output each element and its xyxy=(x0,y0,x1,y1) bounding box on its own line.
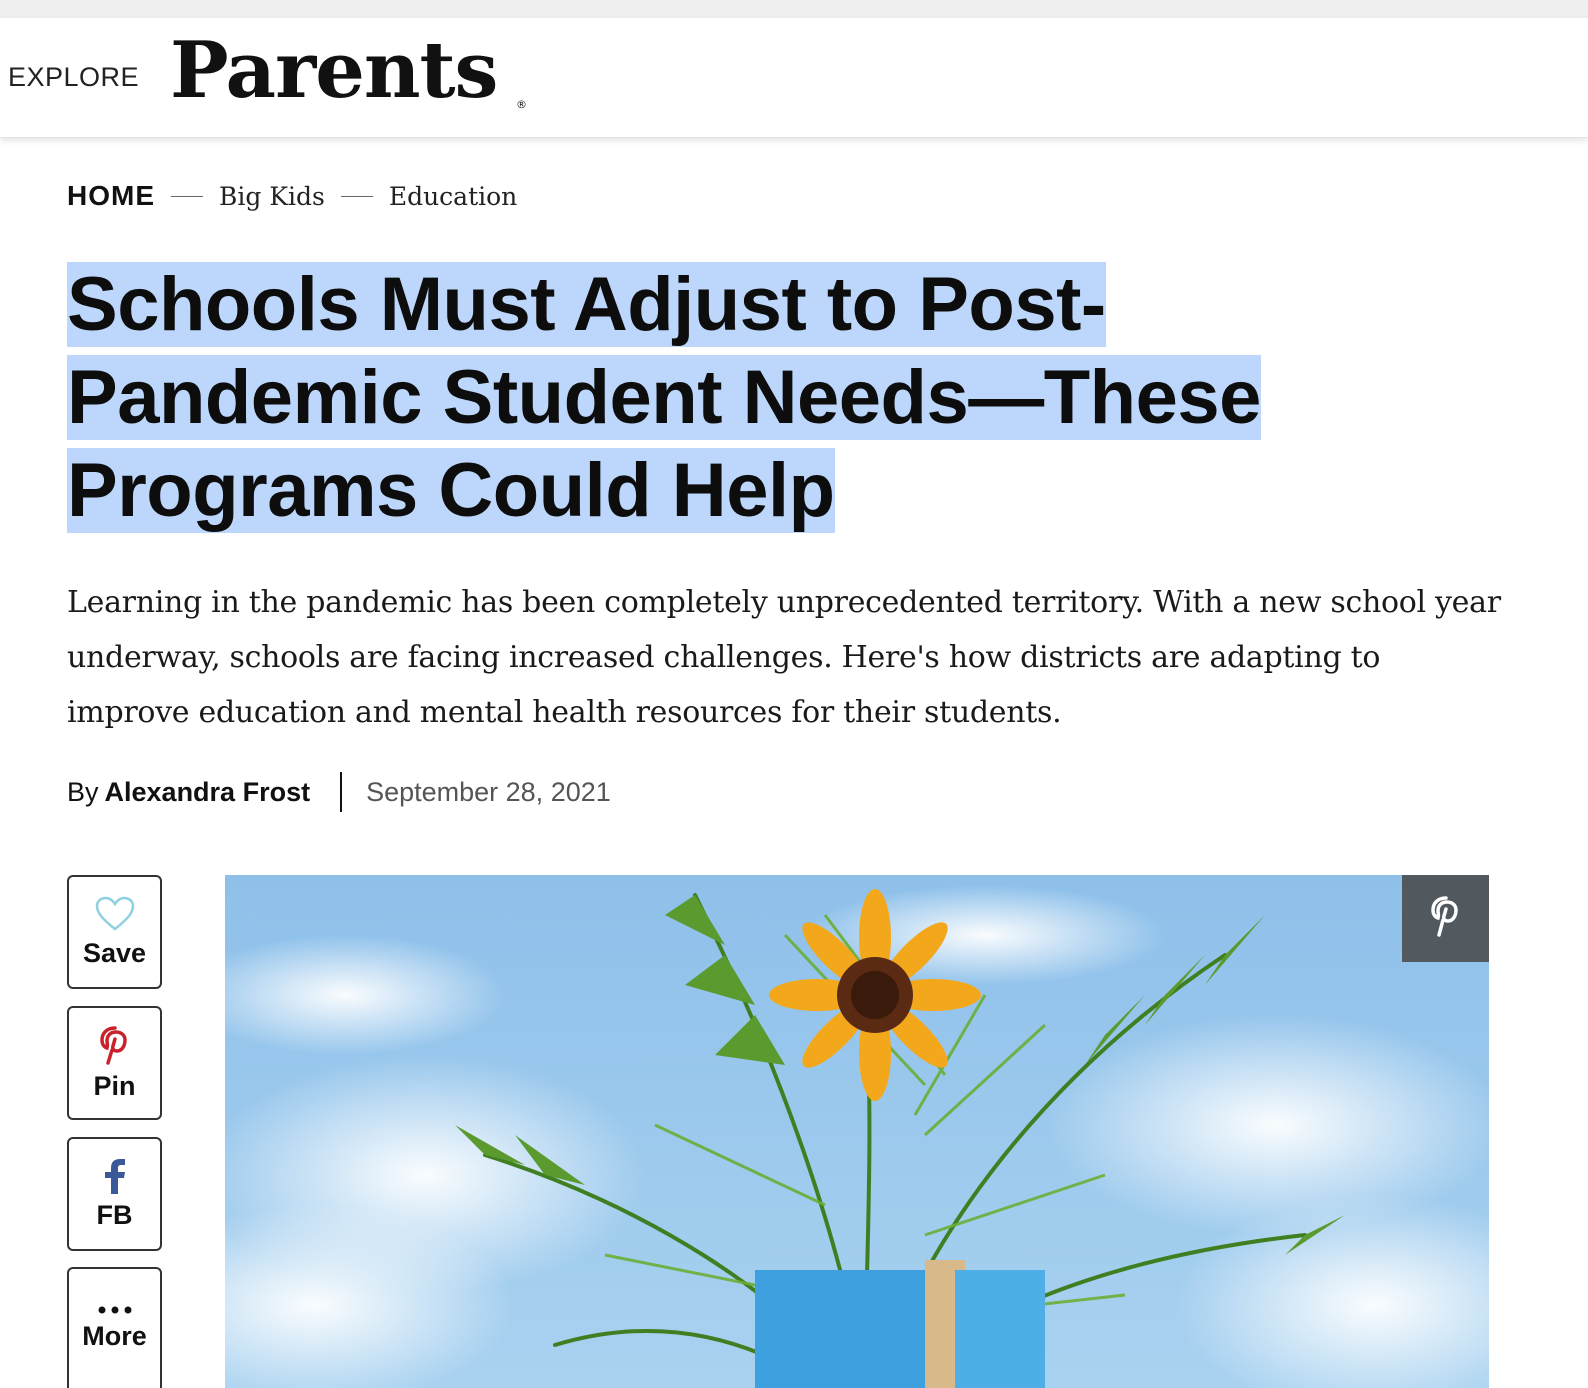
registered-mark: ® xyxy=(516,98,527,111)
parents-logo[interactable]: Parents xyxy=(170,25,498,116)
publish-date: September 28, 2021 xyxy=(366,776,611,807)
hero-image xyxy=(225,875,1489,1388)
title-line-3: Programs Could Help xyxy=(67,448,835,533)
pinterest-icon xyxy=(98,1025,132,1065)
fb-label: FB xyxy=(96,1199,133,1230)
byline-prefix: By xyxy=(67,776,99,807)
facebook-share-button[interactable] xyxy=(67,1137,162,1251)
breadcrumb xyxy=(67,178,517,214)
more-share-button[interactable] xyxy=(67,1267,162,1388)
save-label: Save xyxy=(82,937,147,968)
article-title-container xyxy=(67,258,1327,537)
save-button[interactable] xyxy=(67,875,162,989)
breadcrumb-home-link[interactable]: HOME xyxy=(67,180,155,211)
pin-label: Pin xyxy=(93,1070,136,1101)
article-dek: Learning in the pandemic has been completely unprecedented territory. With a new school year underway, schools are facing increased challenges. Here's how districts are adapting to improve education and mental health resources for their students. xyxy=(67,585,1501,730)
explore-menu-button[interactable]: EXPLORE xyxy=(8,62,140,92)
facebook-icon xyxy=(103,1158,127,1194)
more-dots-icon xyxy=(97,1305,133,1315)
author-link[interactable]: Alexandra Frost xyxy=(104,776,311,807)
site-header xyxy=(0,18,1588,138)
byline xyxy=(67,772,611,812)
pin-button[interactable] xyxy=(67,1006,162,1120)
image-pin-button[interactable] xyxy=(1402,875,1489,962)
browser-top-strip xyxy=(0,0,1588,18)
title-line-2: Pandemic Student Needs—These xyxy=(67,355,1261,440)
more-label: More xyxy=(82,1321,147,1351)
breadcrumb-education-link[interactable]: Education xyxy=(388,181,518,211)
breadcrumb-separator xyxy=(341,196,373,197)
breadcrumb-big-kids-link[interactable]: Big Kids xyxy=(219,181,325,211)
pinterest-icon xyxy=(1429,895,1463,942)
heart-icon xyxy=(95,896,135,932)
article-title[interactable] xyxy=(67,258,1327,537)
byline-divider xyxy=(340,772,342,812)
title-line-1: Schools Must Adjust to Post- xyxy=(67,262,1106,347)
breadcrumb-separator xyxy=(171,196,203,197)
